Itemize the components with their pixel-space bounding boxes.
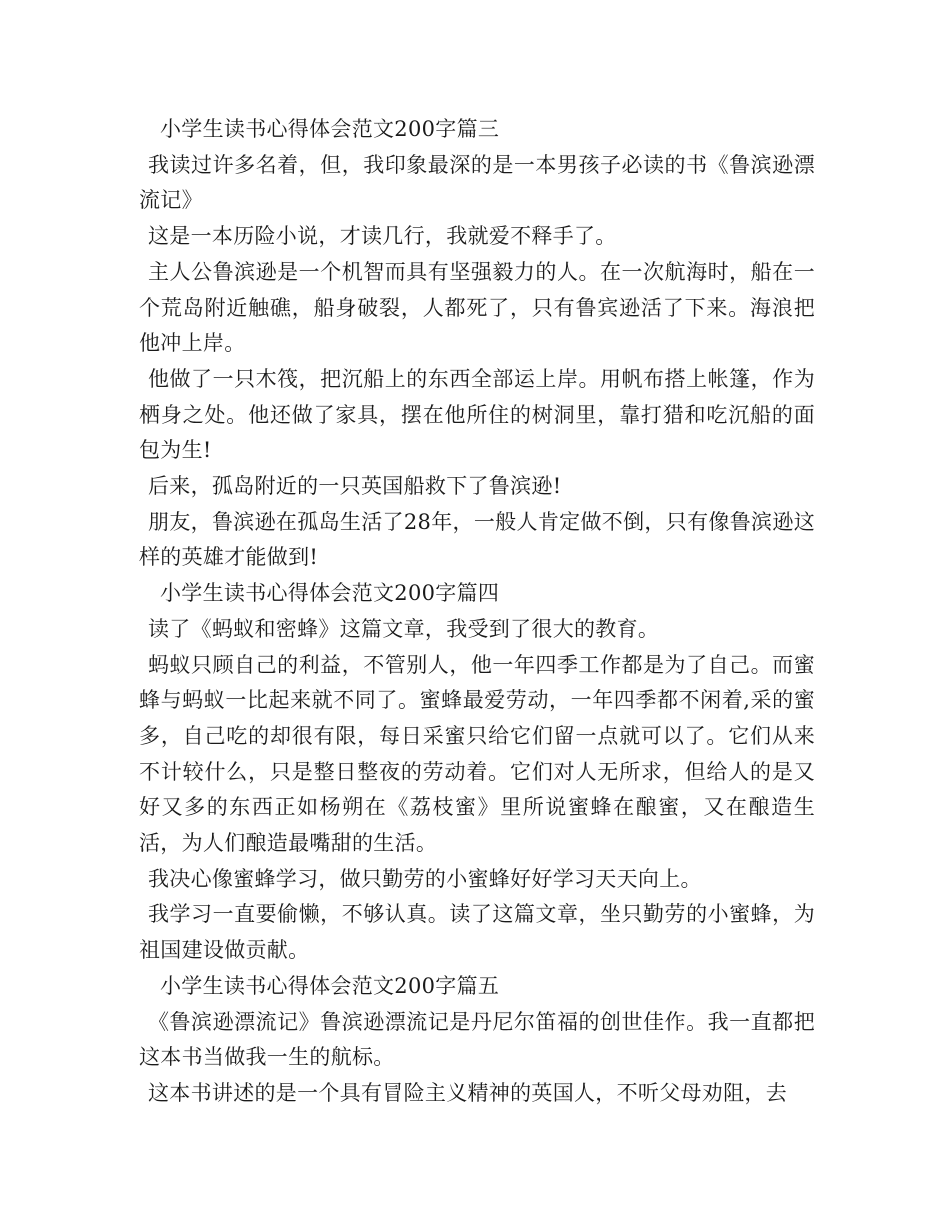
section-heading-4: 小学生读书心得体会范文200字篇四 xyxy=(160,581,500,606)
paragraph: 《鲁滨逊漂流记》鲁滨逊漂流记是丹尼尔笛福的创世佳作。我一直都把这本书当做我一生的航标。 xyxy=(139,1009,815,1070)
paragraph: 读了《蚂蚁和密蜂》这篇文章，我受到了很大的教育。 xyxy=(148,616,660,641)
paragraph: 后来，孤岛附近的一只英国船救下了鲁滨逊! xyxy=(148,474,562,499)
paragraph: 这本书讲述的是一个具有冒险主义精神的英国人，不听父母劝阻，去 xyxy=(148,1080,787,1105)
paragraph: 我读过许多名着，但，我印象最深的是一本男孩子必读的书《鲁滨逊漂流记》 xyxy=(139,152,815,213)
section-heading-3: 小学生读书心得体会范文200字篇三 xyxy=(160,117,500,141)
paragraph: 他做了一只木筏，把沉船上的东西全部运上岸。用帆布搭上帐篷，作为栖身之处。他还做了家具，摆在他所住的树洞里，靠打猎和吃沉船的面包为生! xyxy=(139,366,815,463)
section-heading-5: 小学生读书心得体会范文200字篇五 xyxy=(160,973,500,998)
paragraph: 我学习一直要偷懒，不够认真。读了这篇文章，坐只勤劳的小蜜蜂，为祖国建设做贡献。 xyxy=(139,902,815,963)
paragraph: 这是一本历险小说，才读几行，我就爱不释手了。 xyxy=(148,224,617,249)
paragraph: 我决心像蜜蜂学习，做只勤劳的小蜜蜂好好学习天天向上。 xyxy=(148,866,702,891)
paragraph: 蚂蚁只顾自己的利益，不管别人，他一年四季工作都是为了自己。而蜜蜂与蚂蚁一比起来就不同了。蜜蜂最爱劳动，一年四季都不闲着,采的蜜多，自己吃的却很有限，每日采蜜只给它们留一点就可以了。它们从来不计较什么，只是整日整夜的劳动着。它们对人无所求，但给人的是又好又多的东西正如杨朔在《荔枝蜜》里所说蜜蜂在酿蜜，又在酿造生活，为人们酿造最嘴甜的生活。 xyxy=(139,652,815,856)
document-body xyxy=(139,112,815,1112)
paragraph: 朋友，鲁滨逊在孤岛生活了28年，一般人肯定做不倒，只有像鲁滨逊这样的英雄才能做到! xyxy=(139,509,815,570)
paragraph: 主人公鲁滨逊是一个机智而具有坚强毅力的人。在一次航海时，船在一个荒岛附近触礁，船身破裂，人都死了，只有鲁宾逊活了下来。海浪把他冲上岸。 xyxy=(139,259,815,356)
